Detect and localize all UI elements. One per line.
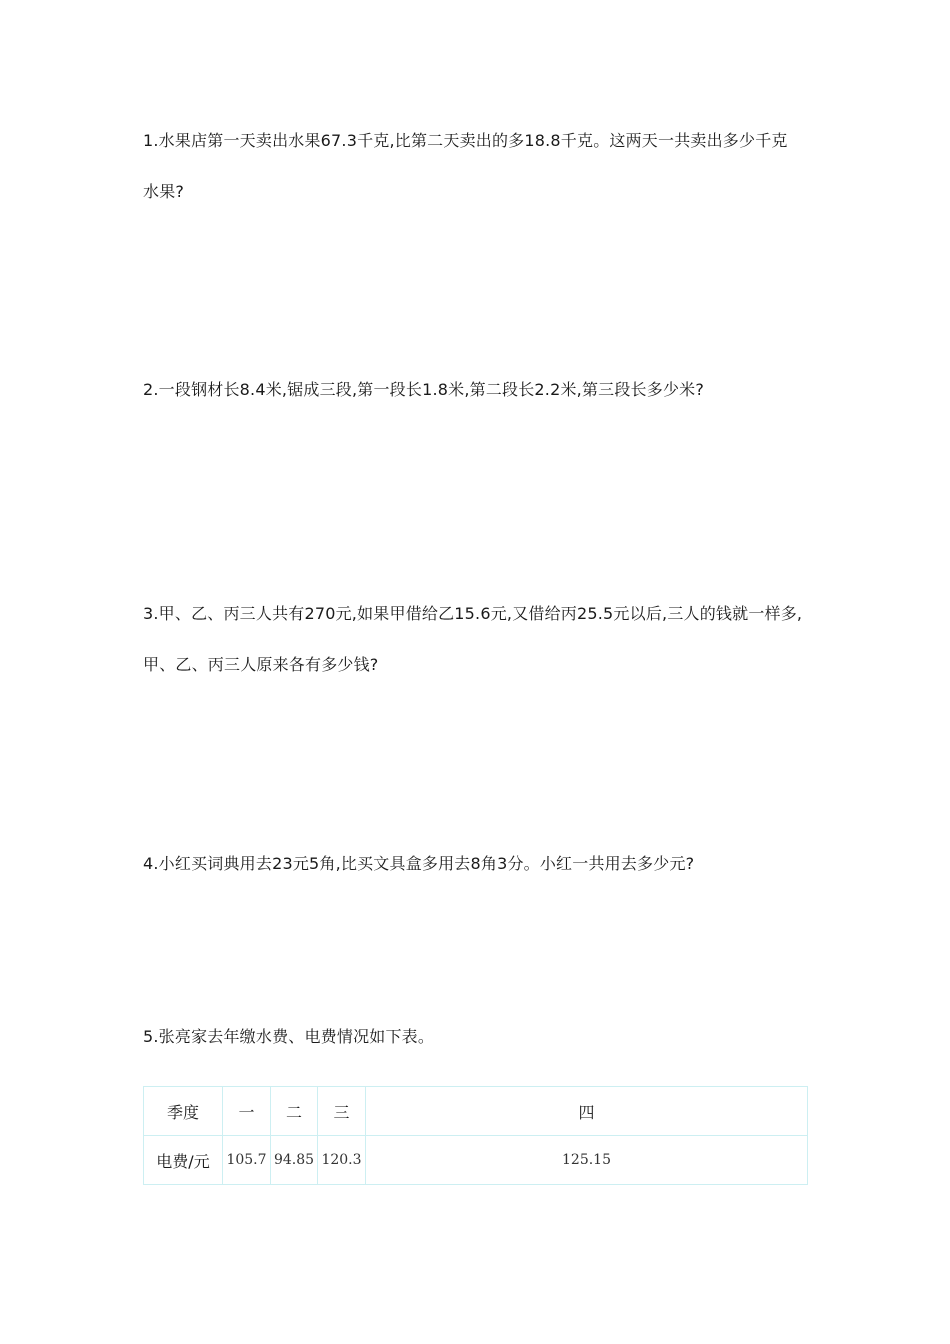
- question-2: 2.一段钢材长8.4米,锯成三段,第一段长1.8米,第二段长2.2米,第三段长多少米?: [143, 380, 705, 399]
- question-4: 4.小红买词典用去23元5角,比买文具盒多用去8角3分。小红一共用去多少元?: [143, 854, 695, 873]
- cell-q2-value: 94.85: [271, 1136, 318, 1185]
- row-label-electricity: 电费/元: [144, 1136, 223, 1185]
- header-cell-q2: 二: [271, 1087, 318, 1136]
- question-3-line-2: 甲、乙、丙三人原来各有多少钱?: [143, 655, 379, 674]
- fee-table: [143, 1086, 808, 1185]
- header-cell-q3: 三: [318, 1087, 366, 1136]
- cell-q3-value: 120.3: [318, 1136, 366, 1185]
- question-1-line-2: 水果?: [143, 182, 185, 201]
- question-1-line-1: 1.水果店第一天卖出水果67.3千克,比第二天卖出的多18.8千克。这两天一共卖出多少千克: [143, 131, 788, 150]
- header-cell-q1: 一: [223, 1087, 271, 1136]
- cell-q4-value: 125.15: [366, 1136, 808, 1185]
- header-cell-q4: 四: [366, 1087, 808, 1136]
- header-cell-season: 季度: [144, 1087, 223, 1136]
- table-row: [144, 1136, 808, 1185]
- question-3-line-1: 3.甲、乙、丙三人共有270元,如果甲借给乙15.6元,又借给丙25.5元以后,三人的钱就一样多,: [143, 604, 803, 623]
- table-header-row: [144, 1087, 808, 1136]
- cell-q1-value: 105.7: [223, 1136, 271, 1185]
- question-5: 5.张亮家去年缴水费、电费情况如下表。: [143, 1027, 435, 1046]
